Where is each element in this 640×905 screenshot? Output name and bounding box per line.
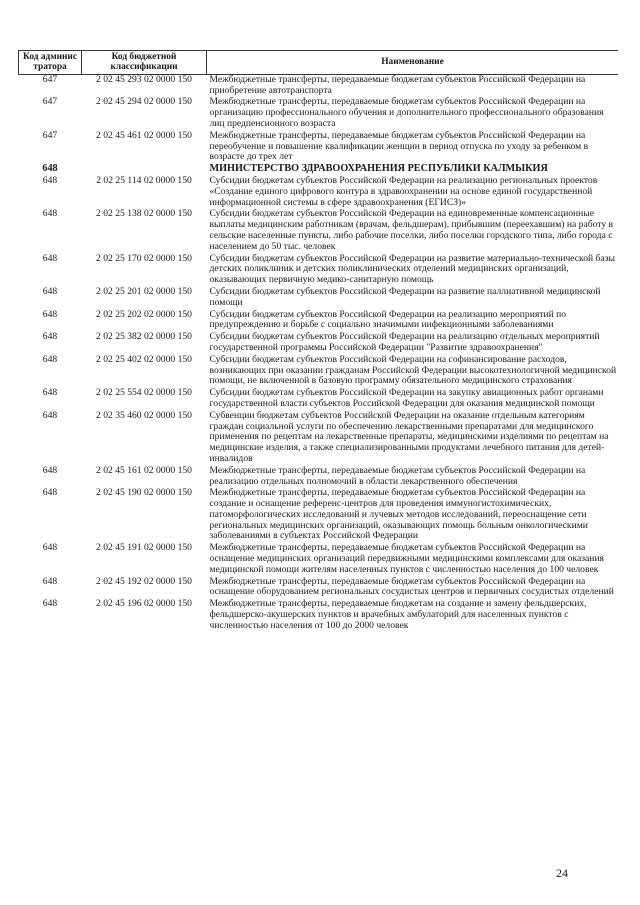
name-cell: Субсидии бюджетам субъектов Российской Федерации на развитие паллиативной медицинской помощи: [209, 285, 601, 308]
budget-code-cell: 2 02 25 202 02 0000 150: [96, 308, 192, 320]
admin-code-cell: 648: [42, 353, 58, 365]
admin-code-cell: 648: [42, 464, 58, 476]
name-cell: МИНИСТЕРСТВО ЗДРАВООХРАНЕНИЯ РЕСПУБЛИКИ КАЛМЫКИЯ: [209, 163, 548, 175]
budget-code-cell: 2 02 25 382 02 0000 150: [96, 331, 192, 343]
budget-code-cell: 2 02 45 293 02 0000 150: [82, 74, 207, 97]
budget-code-cell: 2 02 25 201 02 0000 150: [96, 285, 192, 297]
table-row: [19, 543, 619, 576]
admin-code-cell: 648: [42, 387, 58, 399]
name-cell: Субсидии бюджетам субъектов Российской Федерации на софинансирование расходов, возникающих при оказании гражданам Российской Федерации высокотехнологичной медицинской помощи, не включенной в базовую программу обязательного медицинского страхования: [209, 353, 617, 387]
admin-code-cell: 647: [19, 74, 82, 97]
header-budget-code: Код бюджетной классификации: [82, 51, 207, 75]
admin-code-cell: 648: [42, 409, 58, 421]
budget-code-cell: 2 02 25 114 02 0000 150: [96, 174, 192, 186]
header-admin-code: Код админис тратора: [19, 51, 82, 75]
table-row: [19, 332, 619, 355]
header-name: Наименование: [207, 51, 619, 75]
table-row: [19, 577, 619, 600]
table-row: [19, 310, 619, 333]
admin-code-cell: 647: [42, 96, 58, 108]
table-row: [19, 176, 619, 209]
budget-codes-table: [18, 50, 618, 633]
table-row: [19, 287, 619, 310]
budget-code-cell: 2 02 45 192 02 0000 150: [96, 575, 192, 587]
name-cell: Межбюджетные трансферты, передаваемые бюджетам субъектов Российской Федерации на создание и оснащение референс-центров для проведения иммуногистохимических, патоморфологических исследований и лучевых методов исследований, переоснащение сети региональных медицинских организаций, оказывающих помощь больным онкологическими заболеваниями в субъектах Российской Федерации: [209, 487, 588, 542]
admin-code-cell: 648: [42, 285, 58, 297]
admin-code-cell: 648: [42, 163, 58, 175]
budget-code-cell: 2 02 35 460 02 0000 150: [96, 409, 192, 421]
name-cell: Субсидии бюджетам субъектов Российской Федерации на развитие материально-технической базы детских поликлиник и детских поликлинических отделений медицинских организаций, оказывающих первичную медико-санитарную помощь: [209, 252, 615, 286]
admin-code-cell: 648: [42, 252, 58, 264]
table-row: [19, 254, 619, 287]
name-cell: Межбюджетные трансферты, передаваемые бюджетам субъектов Российской Федерации на организацию профессионального обучения и дополнительного профессионального образования лиц предпенсионного возраста: [209, 96, 604, 129]
name-cell: Субвенции бюджетам субъектов Российской Федерации на оказание отдельным категориям граждан социальной услуги по обеспечению лекарственными препаратами для медицинского применения по рецептам на лекарственные препараты, медицинскими изделиями по рецептам на медицинские изделия, а также специализированными продуктами лечебного питания для детей-инвалидов: [209, 409, 609, 464]
table-body: [19, 74, 619, 632]
budget-code-cell: 2 02 45 461 02 0000 150: [96, 129, 192, 141]
table-row: [19, 355, 619, 388]
name-cell: Субсидии бюджетам субъектов Российской Федерации на реализацию региональных проектов «Создание единого цифрового контура в здравоохранении на основе единой государственной информационной системы в сфере здравоохранения (ЕГИСЗ)»: [209, 174, 598, 208]
table-row: [19, 388, 619, 411]
name-cell: Субсидии бюджетам субъектов Российской Федерации на закупку авиационных работ органами государственной власти субъектов Российской Федерации для оказания медицинской помощи: [209, 387, 604, 409]
admin-code-cell: 648: [42, 575, 58, 587]
table-row: [19, 599, 619, 632]
budget-code-cell: 2 02 25 170 02 0000 150: [96, 252, 192, 264]
name-cell: Субсидии бюджетам субъектов Российской Федерации на единовременные компенсационные выплаты медицинским работникам (врачам, фельдшерам), прибывшим (переехавшим) на работу в сельские населенные пункты, либо рабочие поселки, либо поселки городского типа, либо города с населением до 50 тыс. человек: [209, 208, 614, 252]
admin-code-cell: 648: [42, 542, 58, 554]
budget-code-cell: 2 02 45 190 02 0000 150: [96, 487, 192, 499]
admin-code-cell: 648: [42, 308, 58, 320]
admin-code-cell: 648: [42, 598, 58, 610]
table-row: [19, 209, 619, 253]
admin-code-cell: 648: [42, 174, 58, 186]
table-row: [19, 74, 619, 97]
budget-code-cell: 2 02 25 554 02 0000 150: [96, 387, 192, 399]
table-row: [19, 131, 619, 164]
budget-code-cell: 2 02 45 196 02 0000 150: [96, 598, 192, 610]
budget-code-cell: 2 02 45 191 02 0000 150: [96, 542, 192, 554]
table-row: [19, 97, 619, 130]
page-number: 24: [556, 866, 568, 880]
budget-code-cell: 2 02 25 402 02 0000 150: [96, 353, 192, 365]
budget-code-cell: 2 02 45 161 02 0000 150: [96, 464, 192, 476]
name-cell: Межбюджетные трансферты, передаваемые бюджетам субъектов Российской Федерации на переобучение и повышение квалификации женщин в период отпуска по уходу за ребенком в возрасте до трех лет: [209, 129, 589, 163]
table-header-row: [19, 51, 619, 75]
table-row: [19, 466, 619, 489]
name-cell: Межбюджетные трансферты, передаваемые бюджетам на создание и замену фельдшерских, фельдшерско-акушерских пунктов и врачебных амбулаторий для населенных пунктов с численностью населения от 100 до 2000 человек: [209, 598, 587, 631]
name-cell: Межбюджетные трансферты, передаваемые бюджетам субъектов Российской Федерации на оснащение оборудованием региональных сосудистых центров и первичных сосудистых отделений: [209, 575, 614, 598]
name-cell: Субсидии бюджетам субъектов Российской Федерации на реализацию отдельных мероприятий государственной программы Российской Федерации "Развитие здравоохранения": [209, 331, 600, 353]
name-cell: Субсидии бюджетам субъектов Российской Федерации на реализацию мероприятий по предупреждению и борьбе с социально значимыми инфекционными заболеваниями: [209, 308, 567, 331]
name-cell: Межбюджетные трансферты, передаваемые бюджетам субъектов Российской Федерации на приобретение автотранспорта: [207, 74, 619, 97]
table-row: [19, 411, 619, 466]
admin-code-cell: 647: [42, 129, 58, 141]
name-cell: Межбюджетные трансферты, передаваемые бюджетам субъектов Российской Федерации на оснащение медицинских организаций передвижными медицинскими комплексами для оказания медицинской помощи жителям населенных пунктов с численностью населения до 100 человек: [209, 542, 604, 575]
budget-code-cell: 2 02 45 294 02 0000 150: [96, 96, 192, 108]
admin-code-cell: 648: [42, 208, 58, 220]
admin-code-cell: 648: [42, 331, 58, 343]
table-row: [19, 488, 619, 543]
budget-code-cell: 2 02 25 138 02 0000 150: [96, 208, 192, 220]
name-cell: Межбюджетные трансферты, передаваемые бюджетам субъектов Российской Федерации на реализацию отдельных полномочий в области лекарственного обеспечения: [209, 464, 586, 487]
admin-code-cell: 648: [42, 487, 58, 499]
